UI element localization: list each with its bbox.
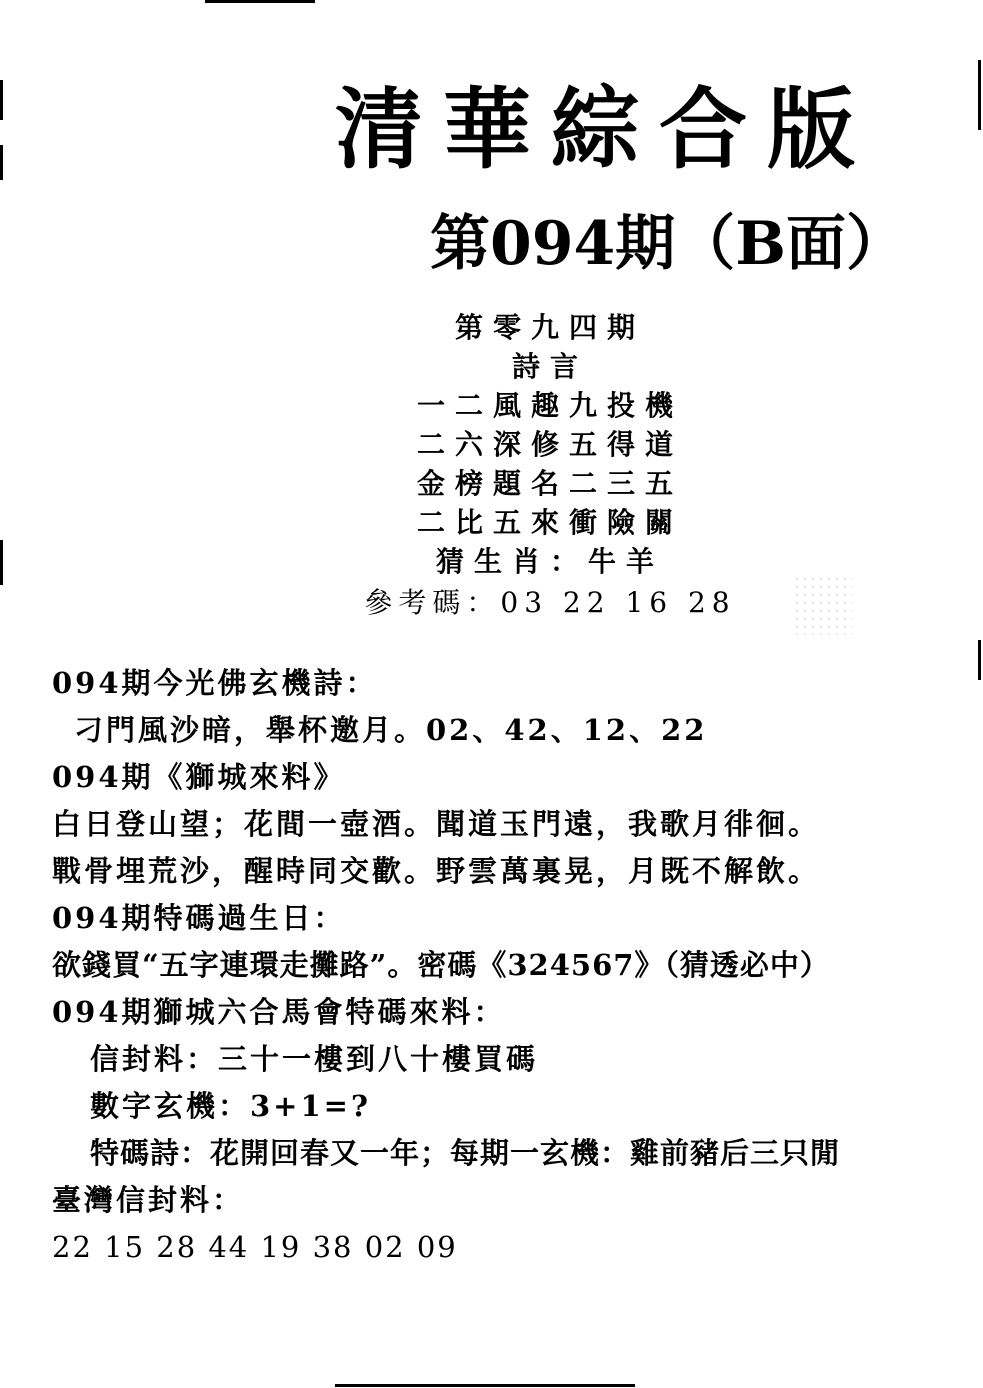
scan-edge-mark-left-1 <box>0 80 3 120</box>
poem-line: 二比五來衝險關 <box>416 506 683 539</box>
section-line: 數字玄機：3+1=? <box>90 1089 371 1123</box>
section-heading: 094期特碼過生日： <box>52 901 346 935</box>
section-heading: 094期《獅城來料》 <box>52 760 346 794</box>
poem-issue-cn: 第零九四期 <box>454 311 645 344</box>
scan-edge-mark-left-2 <box>0 145 3 180</box>
poem-line: 金榜題名二三五 <box>416 467 683 500</box>
section-heading: 094期獅城六合馬會特碼來料： <box>52 995 506 1029</box>
masthead-title: 清華綜合版 <box>335 78 876 181</box>
section-line: 特碼詩：花開回春又一年；每期一玄機：雞前豬后三只閒 <box>90 1136 841 1170</box>
poem-line: 一二風趣九投機 <box>416 389 683 422</box>
scan-noise <box>793 575 853 635</box>
scan-edge-mark-right-1 <box>978 60 981 130</box>
poem-block <box>300 308 800 625</box>
section-numbers: 22 15 28 44 19 38 02 09 <box>52 1230 458 1264</box>
scan-edge-mark-left-3 <box>0 540 3 585</box>
poem-line: 二六深修五得道 <box>416 428 683 461</box>
section-line: 白日登山望；花間一壺酒。聞道玉門遠，我歌月徘徊。 <box>52 807 821 841</box>
poem-reference: 參考碼：03 22 16 28 <box>364 586 736 619</box>
section-line: 戰骨埋荒沙，醒時同交歡。野雲萬裏晃，月既不解飲。 <box>52 854 821 888</box>
poem-zodiac: 猜生肖：牛羊 <box>435 545 664 578</box>
section-line: 信封料：三十一樓到八十樓買碼 <box>90 1042 539 1076</box>
section-line: 欲錢買“五字連環走攤路”。密碼《324567》（猜透必中） <box>52 948 830 982</box>
scan-edge-mark-top <box>205 0 315 3</box>
section-line: 刁門風沙暗，舉杯邀月。02、42、12、22 <box>74 713 708 747</box>
poem-heading: 詩言 <box>511 350 588 383</box>
section-heading: 094期今光佛玄機詩： <box>52 666 378 700</box>
content-lines <box>52 660 972 1271</box>
issue-number: 第094期（B面） <box>430 209 906 279</box>
scan-edge-mark-right-2 <box>978 640 981 680</box>
scan-edge-mark-bottom <box>335 1384 635 1387</box>
section-heading: 臺灣信封料： <box>52 1183 245 1217</box>
